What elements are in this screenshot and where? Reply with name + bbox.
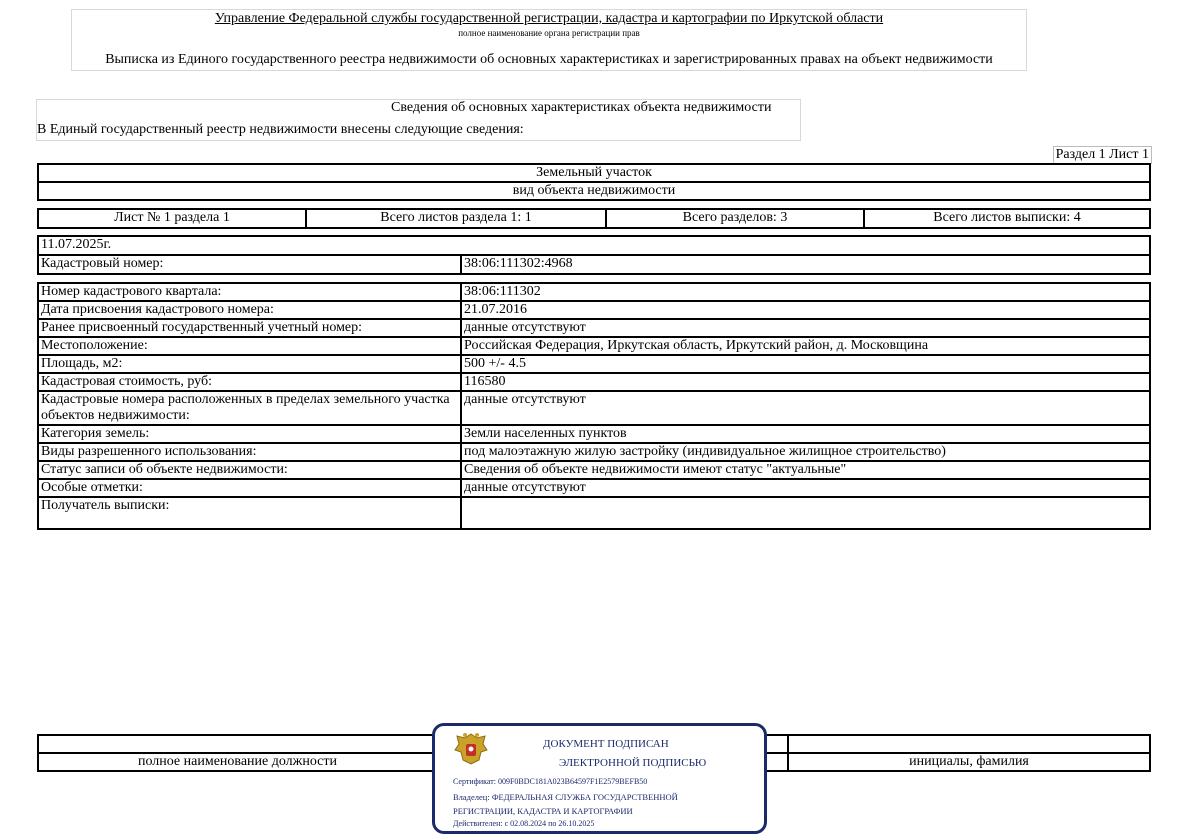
stamp-owner-line-2: РЕГИСТРАЦИИ, КАДАСТРА И КАРТОГРАФИИ bbox=[453, 806, 633, 816]
row-label: Кадастровые номера расположенных в пределах земельного участка объектов недвижимости: bbox=[38, 391, 461, 425]
table-row bbox=[38, 319, 1150, 337]
org-name: Управление Федеральной службы государственной регистрации, кадастра и картографии по Иркутской области bbox=[214, 11, 884, 26]
characteristics-table bbox=[37, 282, 1151, 530]
object-type-table bbox=[37, 163, 1151, 201]
row-label: Категория земель: bbox=[38, 425, 461, 443]
row-label: Местоположение: bbox=[38, 337, 461, 355]
info-block bbox=[36, 99, 801, 141]
row-value: под малоэтажную жилую застройку (индивидуальное жилищное строительство) bbox=[461, 443, 1150, 461]
info-text: В Единый государственный реестр недвижимости внесены следующие сведения: bbox=[37, 122, 524, 137]
document-title: Выписка из Единого государственного реестра недвижимости об основных характеристиках и зарегистрированных правах на объект недвижимости bbox=[105, 52, 993, 67]
object-type: Земельный участок bbox=[38, 164, 1150, 182]
row-value: Земли населенных пунктов bbox=[461, 425, 1150, 443]
stamp-validity: Действителен: с 02.08.2024 по 26.10.2025 bbox=[453, 819, 595, 828]
info-title: Сведения об основных характеристиках объекта недвижимости bbox=[391, 100, 772, 115]
cadastral-number-value: 38:06:111302:4968 bbox=[461, 255, 1150, 274]
row-value: данные отсутствуют bbox=[461, 479, 1150, 497]
table-row bbox=[38, 461, 1150, 479]
row-label: Особые отметки: bbox=[38, 479, 461, 497]
section-label: Раздел 1 Лист 1 bbox=[1053, 146, 1152, 164]
row-value: 500 +/- 4.5 bbox=[461, 355, 1150, 373]
table-row bbox=[38, 425, 1150, 443]
row-value: данные отсутствуют bbox=[461, 391, 1150, 425]
cadastral-number-label: Кадастровый номер: bbox=[38, 255, 461, 274]
row-label: Статус записи об объекте недвижимости: bbox=[38, 461, 461, 479]
date-table bbox=[37, 235, 1151, 275]
stamp-certificate: Сертификат: 009F0BDC181A023B64597F1E2579BEFB50 bbox=[453, 777, 648, 786]
table-row bbox=[38, 373, 1150, 391]
row-value: 21.07.2016 bbox=[461, 301, 1150, 319]
total-section-sheets: Всего листов раздела 1: 1 bbox=[306, 209, 606, 228]
row-label: Кадастровая стоимость, руб: bbox=[38, 373, 461, 391]
table-row bbox=[38, 479, 1150, 497]
stamp-line-1: ДОКУМЕНТ ПОДПИСАН bbox=[543, 738, 669, 750]
sheets-table bbox=[37, 208, 1151, 229]
row-value: Российская Федерация, Иркутская область, Иркутский район, д. Московщина bbox=[461, 337, 1150, 355]
row-label: Дата присвоения кадастрового номера: bbox=[38, 301, 461, 319]
object-type-caption: вид объекта недвижимости bbox=[38, 182, 1150, 200]
table-row bbox=[38, 283, 1150, 301]
table-row bbox=[38, 301, 1150, 319]
table-row bbox=[38, 391, 1150, 425]
org-name-caption: полное наименование органа регистрации прав bbox=[458, 28, 640, 38]
table-row bbox=[38, 497, 1150, 529]
row-label: Площадь, м2: bbox=[38, 355, 461, 373]
stamp-line-2: ЭЛЕКТРОННОЙ ПОДПИСЬЮ bbox=[559, 757, 707, 769]
row-value: 116580 bbox=[461, 373, 1150, 391]
position-caption: полное наименование должности bbox=[38, 753, 437, 771]
row-label: Получатель выписки: bbox=[38, 497, 461, 529]
row-value: данные отсутствуют bbox=[461, 319, 1150, 337]
electronic-signature-stamp bbox=[432, 723, 767, 834]
row-value bbox=[461, 497, 1150, 529]
table-row bbox=[38, 337, 1150, 355]
row-value: Сведения об объекте недвижимости имеют статус "актуальные" bbox=[461, 461, 1150, 479]
sheet-number: Лист № 1 раздела 1 bbox=[38, 209, 306, 228]
row-label: Ранее присвоенный государственный учетный номер: bbox=[38, 319, 461, 337]
row-label: Номер кадастрового квартала: bbox=[38, 283, 461, 301]
total-sections: Всего разделов: 3 bbox=[606, 209, 864, 228]
row-label: Виды разрешенного использования: bbox=[38, 443, 461, 461]
coat-of-arms-icon bbox=[451, 730, 491, 768]
document-header bbox=[71, 9, 1027, 71]
row-value: 38:06:111302 bbox=[461, 283, 1150, 301]
total-extract-sheets: Всего листов выписки: 4 bbox=[864, 209, 1150, 228]
table-row bbox=[38, 355, 1150, 373]
name-caption: инициалы, фамилия bbox=[788, 753, 1150, 771]
table-row bbox=[38, 443, 1150, 461]
extract-date: 11.07.2025г. bbox=[38, 236, 1150, 255]
stamp-owner-line-1: Владелец: ФЕДЕРАЛЬНАЯ СЛУЖБА ГОСУДАРСТВЕННОЙ bbox=[453, 792, 678, 802]
